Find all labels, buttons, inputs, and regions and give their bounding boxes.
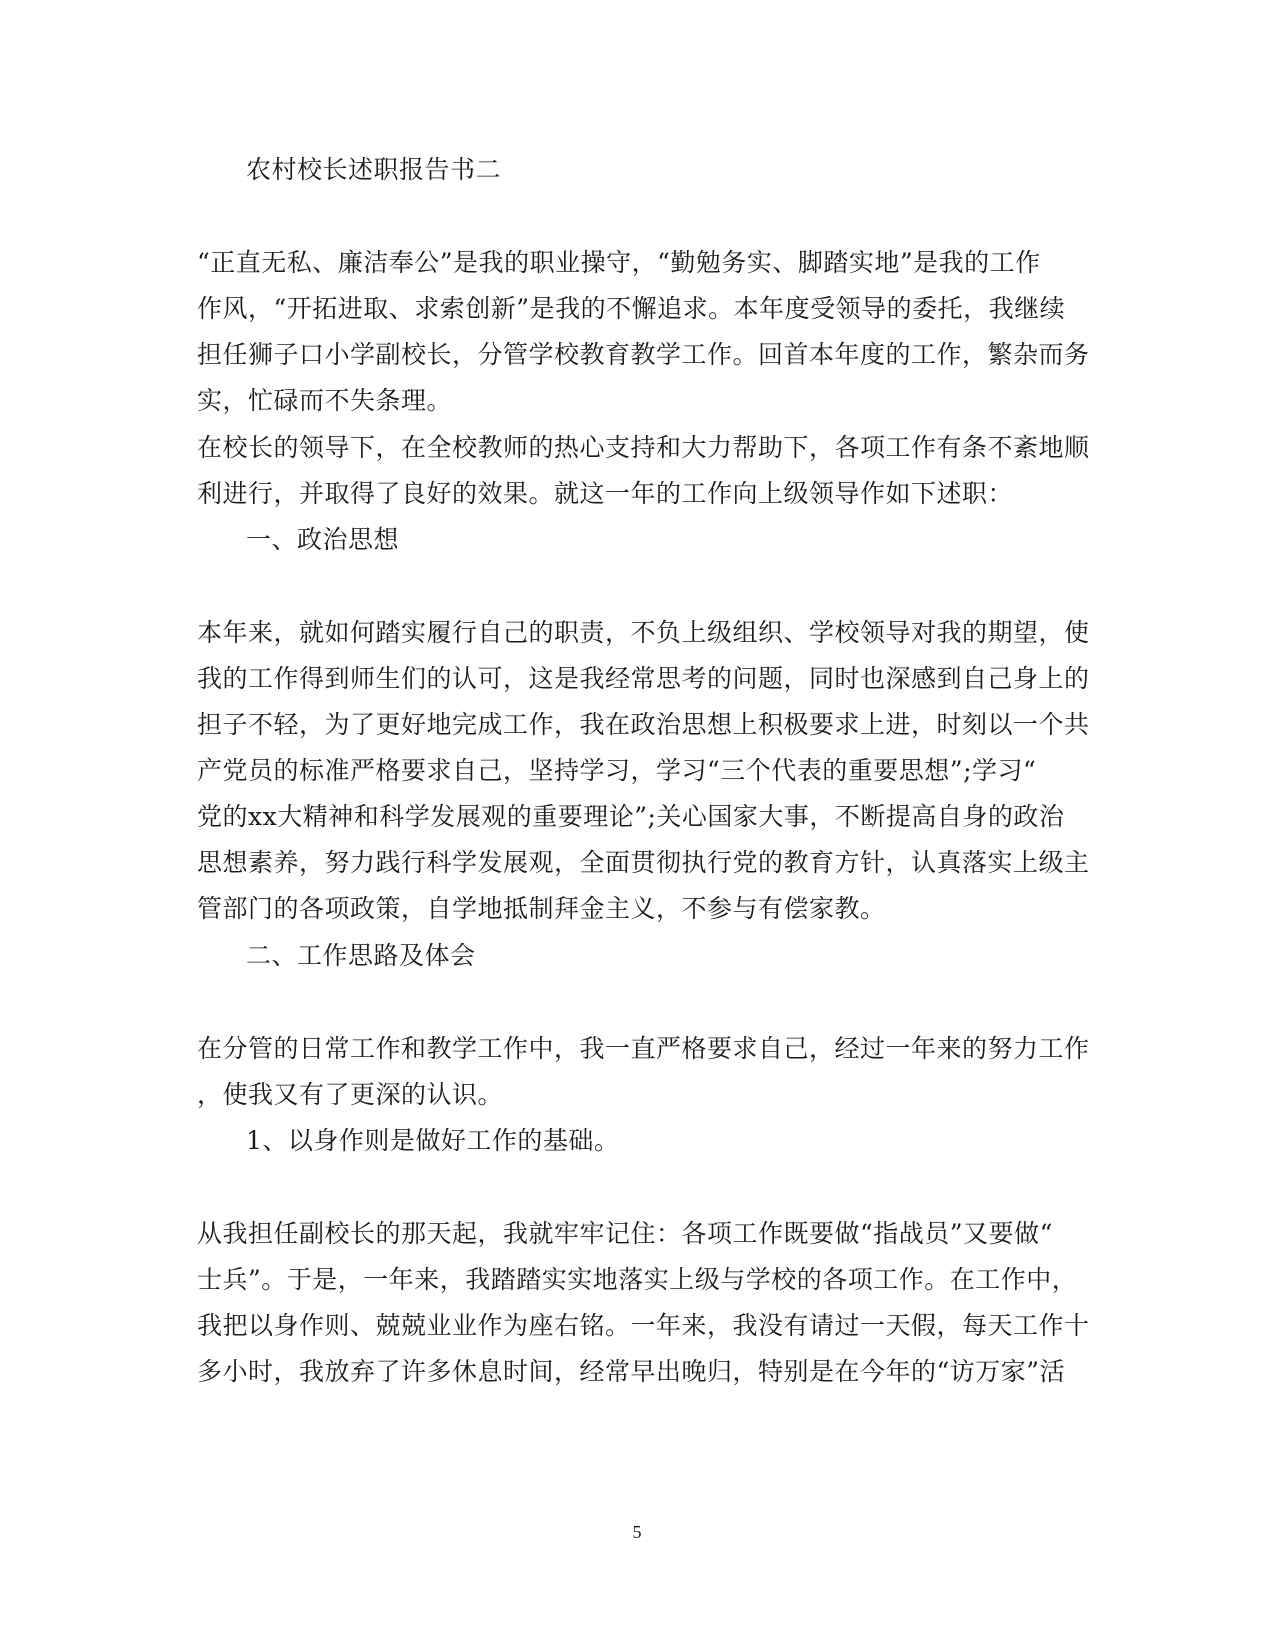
paragraph-line: 从我担任副校长的那天起，我就牢牢记住：各项工作既要做“指战员”又要做“ — [197, 1219, 1053, 1248]
page-number: 5 — [632, 1522, 642, 1542]
paragraph-line: 思想素养，努力践行科学发展观，全面贯彻执行党的教育方针，认真落实上级主 — [197, 848, 1090, 877]
paragraph-line: 在校长的领导下，在全校教师的热心支持和大力帮助下，各项工作有条不紊地顺 — [197, 433, 1090, 462]
paragraph-line: 利进行，并取得了良好的效果。就这一年的工作向上级领导作如下述职： — [197, 479, 1014, 508]
subsection-heading-1: 1、以身作则是做好工作的基础。 — [246, 1126, 620, 1155]
paragraph-line: 士兵”。于是，一年来，我踏踏实实地落实上级与学校的各项工作。在工作中， — [197, 1265, 1078, 1294]
paragraph-line: 党的xx大精神和科学发展观的重要理论”;关心国家大事，不断提高自身的政治 — [197, 802, 1065, 831]
paragraph-line: 多小时，我放弃了许多休息时间，经常早出晚归，特别是在今年的“访万家”活 — [197, 1357, 1066, 1386]
section-heading-politics: 一、政治思想 — [246, 525, 400, 554]
paragraph-line: 本年来，就如何踏实履行自己的职责，不负上级组织、学校领导对我的期望，使 — [197, 618, 1090, 647]
paragraph-line: 产党员的标准严格要求自己，坚持学习，学习“三个代表的重要思想”;学习“ — [197, 756, 1037, 785]
paragraph-line: 在分管的日常工作和教学工作中，我一直严格要求自己，经过一年来的努力工作 — [197, 1034, 1090, 1063]
paragraph-line: 实，忙碌而不失条理。 — [197, 386, 453, 415]
paragraph-line: “正直无私、廉洁奉公”是我的职业操守，“勤勉务实、脚踏实地”是我的工作 — [197, 248, 1041, 277]
paragraph-line: 我把以身作则、兢兢业业作为座右铭。一年来，我没有请过一天假，每天工作十 — [197, 1311, 1090, 1340]
paragraph-line: 担任狮子口小学副校长，分管学校教育教学工作。回首本年度的工作，繁杂而务 — [197, 340, 1090, 369]
paragraph-line: 我的工作得到师生们的认可，这是我经常思考的问题，同时也深感到自己身上的 — [197, 664, 1090, 693]
paragraph-line: 作风，“开拓进取、求索创新”是我的不懈追求。本年度受领导的委托，我继续 — [197, 294, 1066, 323]
document-title: 农村校长述职报告书二 — [246, 155, 502, 184]
paragraph-line: 管部门的各项政策，自学地抵制拜金主义，不参与有偿家教。 — [197, 894, 886, 923]
paragraph-line: 担子不轻，为了更好地完成工作，我在政治思想上积极要求上进，时刻以一个共 — [197, 710, 1090, 739]
section-heading-work-ideas: 二、工作思路及体会 — [246, 941, 476, 970]
paragraph-line: ，使我又有了更深的认识。 — [197, 1080, 504, 1109]
